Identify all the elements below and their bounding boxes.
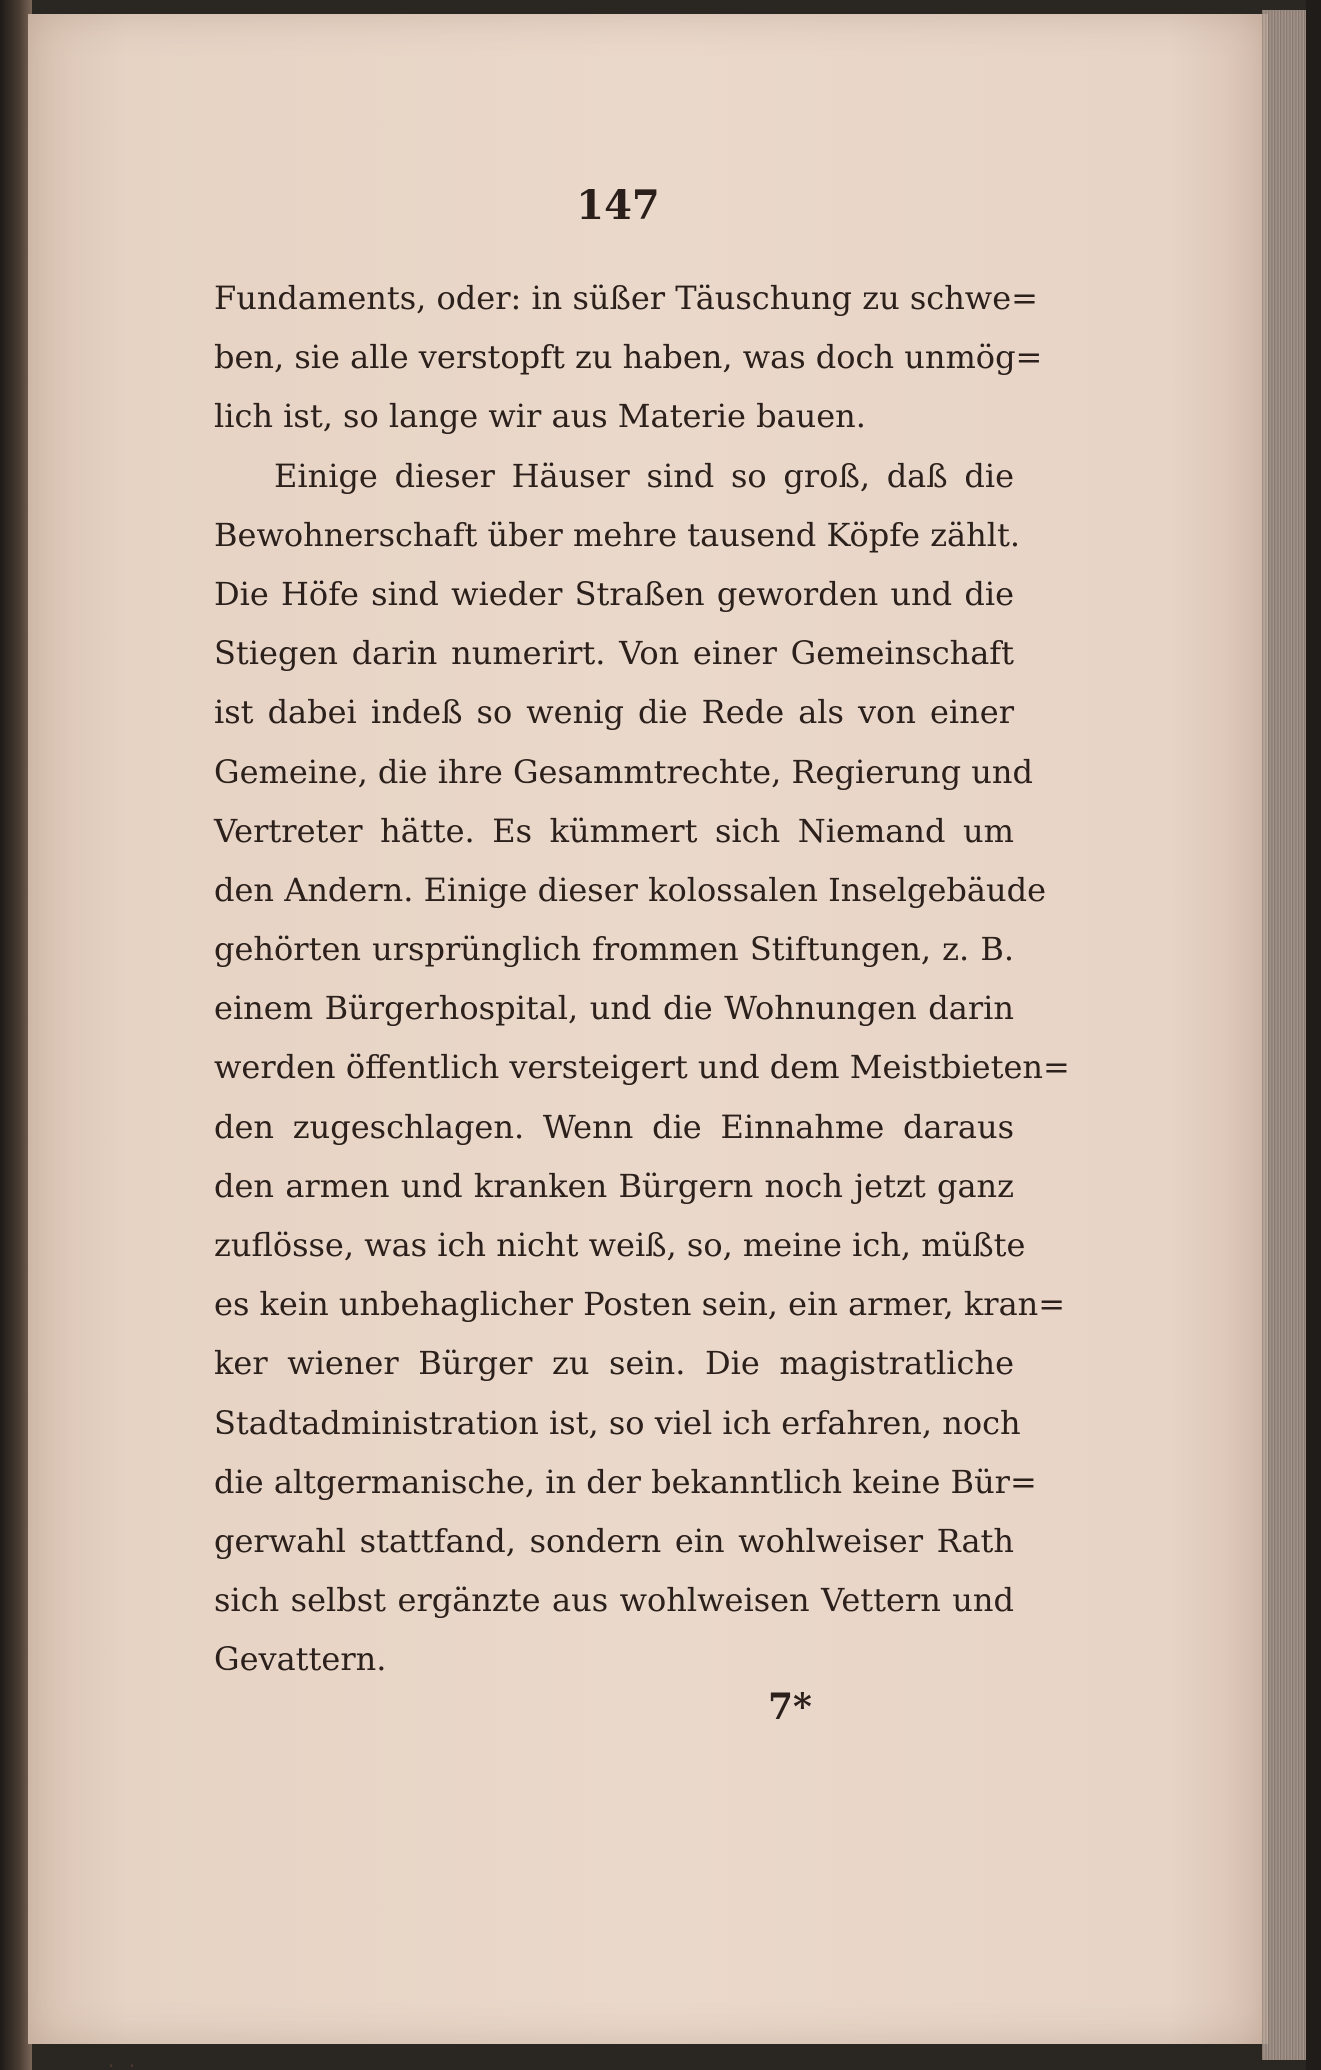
text-line: Fundaments, oder: in süßer Täuschung zu schwe= [214,279,1038,317]
text-line: es kein unbehaglicher Posten sein, ein armer, kran= [214,1285,1066,1324]
text-line: Die Höfe sind wieder Straßen geworden und die [214,574,1014,613]
text-line: zuflösse, was ich nicht weiß, so, meine ich, müßte [214,1226,1026,1264]
signature-mark: 7* [768,1686,812,1728]
paper-page [28,14,1268,2070]
text-line: Stadtadministration ist, so viel ich erfahren, noch [214,1403,1021,1442]
text-line: einem Bürgerhospital, und die Wohnungen darin [214,989,1014,1028]
text-line: ker wiener Bürger zu sein. Die magistratliche [214,1344,1014,1383]
text-line: werden öffentlich versteigert und dem Meistbieten= [214,1048,1070,1087]
body-text [214,269,1070,1690]
text-line: den zugeschlagen. Wenn die Einnahme daraus [214,1107,1014,1146]
text-line: sich selbst ergänzte aus wohlweisen Vettern und [214,1581,1014,1620]
text-line: Gevattern. [214,1640,387,1679]
text-line: die altgermanische, in der bekanntlich keine Bür= [214,1462,1037,1501]
text-line: gehörten ursprünglich frommen Stiftungen, z. B. [214,930,1014,969]
text-line: Stiegen darin numerirt. Von einer Gemeinschaft [214,634,1014,673]
text-line: den armen und kranken Bürgern noch jetzt ganz [214,1166,1014,1205]
text-line: ben, sie alle verstopft zu haben, was doch unmög= [214,338,1043,377]
page-fore-edge [1262,10,1310,2060]
text-line: Bewohnerschaft über mehre tausend Köpfe zählt. [214,515,1020,554]
text-line: den Andern. Einige dieser kolossalen Inselgebäude [214,870,1046,909]
text-line: Einige dieser Häuser sind so groß, daß die [274,456,1014,495]
scan-border [1306,0,1321,2070]
text-line: lich ist, so lange wir aus Materie bauen. [214,397,866,436]
bottom-marks: · · [108,2054,140,2070]
text-line: gerwahl stattfand, sondern ein wohlweiser Rath [214,1521,1014,1560]
text-line: ist dabei indeß so wenig die Rede als von einer [214,693,1014,732]
page-number: 147 [576,182,660,229]
text-line: Gemeine, die ihre Gesammtrechte, Regierung und [214,752,1033,791]
text-line: Vertreter hätte. Es kümmert sich Niemand um [214,811,1014,850]
